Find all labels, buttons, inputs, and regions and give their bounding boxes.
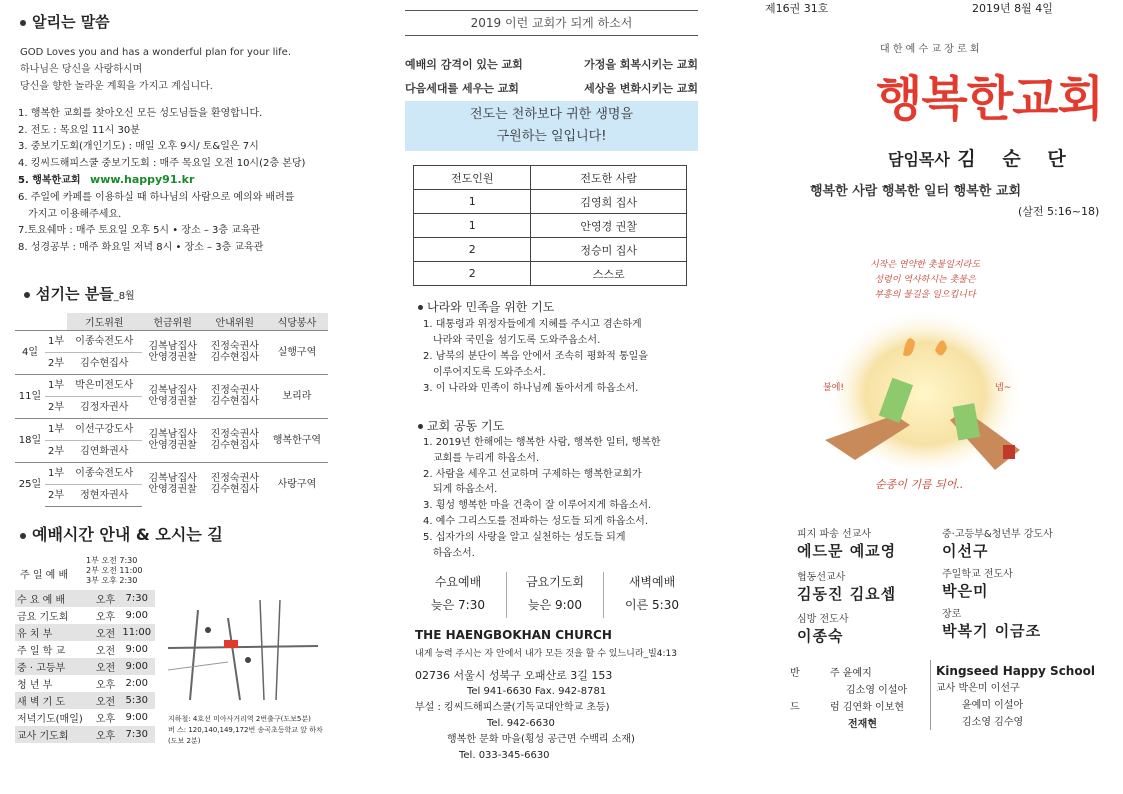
banner: 2019 이런 교회가 되게 하소서 xyxy=(405,10,698,36)
address-block xyxy=(415,668,705,764)
staff-item: 협동선교사 김동진 김요셉 xyxy=(797,572,897,603)
common-prayer-title: 교회 공동 기도 xyxy=(418,417,504,434)
list-item: 되게 하옵소서. xyxy=(433,484,498,496)
vision-item: 세상을 변화시키는 교회 xyxy=(584,82,698,95)
school-block: Kingseed Happy School 교사 박은미 이선구 윤예미 이설아 김소영 김수영 xyxy=(936,663,1106,731)
list-item: 하옵소서. xyxy=(433,547,475,559)
table-row: 2 정승미 집사 xyxy=(414,238,687,262)
candle-illustration xyxy=(815,250,1030,500)
issue-date: 2019년 8월 4일 xyxy=(972,2,1053,15)
table-row: 11일 1부 박은미전도사 김복남집사 안영경권찰 진정숙권사 김수현집사 보리라 xyxy=(15,374,328,396)
worship-title: 예배시간 안내 & 오시는 길 xyxy=(20,522,223,545)
vision-list xyxy=(405,53,698,101)
week-date: 4일 xyxy=(15,330,45,374)
map-graphic xyxy=(168,600,328,710)
staff-item: 중·고등부&청년부 강도사 이선구 xyxy=(942,529,1053,560)
bullet-icon xyxy=(418,305,423,310)
week-date: 25일 xyxy=(15,462,45,506)
list-item: 1. 2019년 한해에는 행복한 사람, 행복한 일터, 행복한 xyxy=(423,437,661,448)
announce-title: 알리는 말씀 xyxy=(20,11,110,32)
table-header xyxy=(414,166,687,190)
pastor: 담임목사 김 순 단 xyxy=(888,148,1076,170)
col-header: 기도위원 xyxy=(67,313,142,330)
illustration-label: 넵~ xyxy=(995,383,1012,393)
week-date: 11일 xyxy=(15,374,45,418)
evangelism-table xyxy=(413,165,687,286)
bullet-icon xyxy=(20,20,26,26)
table-row: 교사 기도회 오후 7:30 xyxy=(15,726,155,743)
service-times xyxy=(410,572,700,618)
intro-line: 당신을 향한 놀라운 계획을 가지고 계십니다. xyxy=(20,81,213,92)
staff-item: 심방 전도사 이종숙 xyxy=(797,614,849,645)
table-row: 저녁기도(매일) 오후 9:00 xyxy=(17,712,148,725)
table-row: 2부 김연화권사 xyxy=(15,440,328,462)
table-row: 2부 김수현집사 xyxy=(15,352,328,374)
list-item: 2. 남북의 분단이 복음 안에서 조속히 평화적 통일을 xyxy=(423,351,648,362)
list-item: 2. 사람을 세우고 선교하며 구제하는 행복한교회가 xyxy=(423,468,642,480)
table-row: 금요 기도회 오후 9:00 xyxy=(17,610,148,623)
sunday-worship: 주 일 예 배 1부 오전 7:30 2부 오전 11:00 3부 오후 2:30 xyxy=(20,556,143,585)
table-row: 2 스스로 xyxy=(414,262,687,286)
service-item: 수요예배 늦은 7:30 xyxy=(410,572,507,618)
illustration-caption: 부흥의 불길을 일으킵니다 xyxy=(874,290,976,300)
illustration-caption: 시작은 연약한 촛불일지라도 xyxy=(869,260,981,270)
village-phone: Tel. 033-345-6630 xyxy=(459,750,550,761)
phone: Tel 941-6630 Fax. 942-8781 xyxy=(467,686,607,697)
church-en-name: THE HAENGBOKHAN CHURCH xyxy=(415,628,612,642)
intro-line: 하나님은 당신을 사랑하시며 xyxy=(20,64,143,75)
bullet-icon xyxy=(24,292,30,298)
location-map xyxy=(168,600,328,745)
table-row: 1 김영희 집사 xyxy=(414,190,687,214)
church-logo: 행복한교회 xyxy=(876,71,1103,127)
list-item: 7.토요쉐마 : 매주 토요일 오후 5시 • 장소 – 3층 교육관 xyxy=(18,225,261,237)
serving-table xyxy=(15,313,328,507)
table-row: 청 년 부 오후 2:00 xyxy=(17,678,148,691)
col-header: 안내위원 xyxy=(204,313,266,330)
table-row: 2부 정현자권사 xyxy=(15,484,328,506)
denomination: 대 한 예 수 교 장 로 회 xyxy=(880,44,980,55)
list-item: 나라와 국민을 섬기도록 도와주옵소서. xyxy=(433,335,601,346)
illustration-footer: 순종이 기름 되어.. xyxy=(875,478,964,491)
col-header: 전도한 사람 xyxy=(531,166,687,190)
bullet-icon xyxy=(418,424,423,429)
motto-reference: (살전 5:16~18) xyxy=(1018,205,1100,218)
col-header: 전도인원 xyxy=(414,166,531,190)
table-row: 18일 1부 이선구강도사 김복남집사 안영경권찰 진정숙권사 김수현집사 행복한구역 xyxy=(15,418,328,440)
table-row: 주 일 학 교 오전 9:00 xyxy=(17,644,148,657)
week-date: 18일 xyxy=(15,418,45,462)
staff-item: 장로 박복기 이금조 xyxy=(942,609,1042,640)
service-item: 새벽예배 이른 5:30 xyxy=(625,575,679,612)
table-row: 25일 1부 이종숙전도사 김복남집사 안영경권찰 진정숙권사 김수현집사 사랑구역 xyxy=(15,462,328,484)
website-link[interactable]: www.happy91.kr xyxy=(90,173,195,187)
illustration-label: 불에! xyxy=(823,383,844,393)
table-row: 수 요 예 배 오후 7:30 xyxy=(15,590,155,607)
address: 02736 서울시 성북구 오패산로 3길 153 xyxy=(415,669,613,682)
staff-item: 주일학교 전도사 박은미 xyxy=(942,569,1013,600)
volume-number: 제16권 31호 xyxy=(765,2,829,15)
table-row: 4일 1부 이종숙전도사 김복남집사 안영경권찰 진정숙권사 김수현집사 실행구역 xyxy=(15,330,328,352)
annex-phone: Tel. 942-6630 xyxy=(487,718,555,729)
announcement-list xyxy=(18,106,348,256)
list-item: 1. 행복한 교회를 찾아오신 모든 성도님들을 환영합니다. xyxy=(18,108,263,119)
school-title: Kingseed Happy School xyxy=(936,664,1095,678)
service-item: 금요기도회 늦은 9:00 xyxy=(507,572,604,618)
band-list: 반 주 윤예지 김소영 이설아 드 럼 김연화 이보현 전재현 xyxy=(790,668,908,730)
serve-title: 섬기는 분들_8월 xyxy=(24,283,135,304)
vision-item: 다음세대를 세우는 교회 xyxy=(405,82,519,95)
list-item: 2. 전도 : 목요일 11시 30분 xyxy=(18,124,140,136)
list-item: 가지고 이용해주세요. xyxy=(28,208,122,220)
list-item: 교회를 누리게 하옵소서. xyxy=(433,452,540,464)
intro-line: GOD Loves you and has a wonderful plan for your life. xyxy=(20,47,292,58)
nation-prayer-list xyxy=(423,317,698,397)
list-item: 4. 킹씨드해피스쿨 중보기도회 : 매주 목요일 오전 10시(2층 본당) xyxy=(18,157,306,169)
staff-item: 피지 파송 선교사 에드문 예교영 xyxy=(797,529,897,560)
list-item: 1. 대통령과 위정자들에게 지혜를 주시고 겸손하게 xyxy=(423,319,642,330)
table-row: 새 벽 기 도 오전 5:30 xyxy=(15,692,155,709)
bible-verse: 내게 능력 주시는 자 안에서 내가 모든 것을 할 수 있느니라_빌4:13 xyxy=(415,649,677,659)
common-prayer-list xyxy=(423,435,698,561)
vision-item: 가정을 회복시키는 교회 xyxy=(584,58,698,71)
list-item: 이루어지도록 도와주소서. xyxy=(433,367,546,378)
list-item: 3. 중보기도회(개인기도) : 매일 오후 9시/ 토&일은 7시 xyxy=(18,141,259,153)
vision-item: 예배의 감격이 있는 교회 xyxy=(405,58,523,71)
list-item: 3. 이 나라와 민족이 하나님께 돌아서게 하옵소서. xyxy=(423,383,639,394)
list-item: 6. 주일에 카페를 이용하실 때 하나님의 사람으로 예의와 배려를 xyxy=(18,191,295,203)
table-row: 유 치 부 오전 11:00 xyxy=(15,624,155,641)
table-row: 1 안영경 권찰 xyxy=(414,214,687,238)
col-header: 헌금위원 xyxy=(142,313,204,330)
list-item: 8. 성경공부 : 매주 화요일 저녁 8시 • 장소 – 3층 교육관 xyxy=(18,241,264,253)
table-header xyxy=(15,313,328,330)
map-caption: 지하철: 4호선 미아사거리역 2번출구(도보5분) xyxy=(168,715,311,723)
col-header: 식당봉사 xyxy=(266,313,328,330)
list-item: 4. 예수 그리스도를 전파하는 성도들 되게 하옵소서. xyxy=(423,515,648,527)
illustration-caption: 성령이 역사하시는 촛불은 xyxy=(874,275,976,285)
nation-prayer-title: 나라와 민족을 위한 기도 xyxy=(418,298,554,315)
worship-times-table xyxy=(15,590,155,743)
annex: 부설 : 킹씨드해피스쿨(기독교대안학교 초등) xyxy=(415,702,610,713)
table-row: 중 · 고등부 오전 9:00 xyxy=(15,658,155,675)
motto: 행복한 사람 행복한 일터 행복한 교회 xyxy=(810,184,1021,199)
village: 행복한 문화 마을(횡성 공근면 수백리 소재) xyxy=(447,734,635,745)
evangelism-banner: 전도는 천하보다 귀한 생명을 구원하는 일입니다! xyxy=(405,101,698,151)
table-row: 2부 김정자권사 xyxy=(15,396,328,418)
list-item: 3. 휭성 행복한 마을 건축이 잘 이루어지게 하옵소서. xyxy=(423,500,652,512)
list-item: 5. 행복한교회 www.happy91.kr xyxy=(18,173,195,187)
intro xyxy=(20,44,291,95)
map-caption: 버 스: 120,140,149,172번 송곡초등학교 앞 하차(도보 2분) xyxy=(168,726,323,745)
bullet-icon xyxy=(20,533,26,539)
list-item: 5. 십자가의 사랑을 알고 실천하는 성도들 되게 xyxy=(423,531,626,543)
